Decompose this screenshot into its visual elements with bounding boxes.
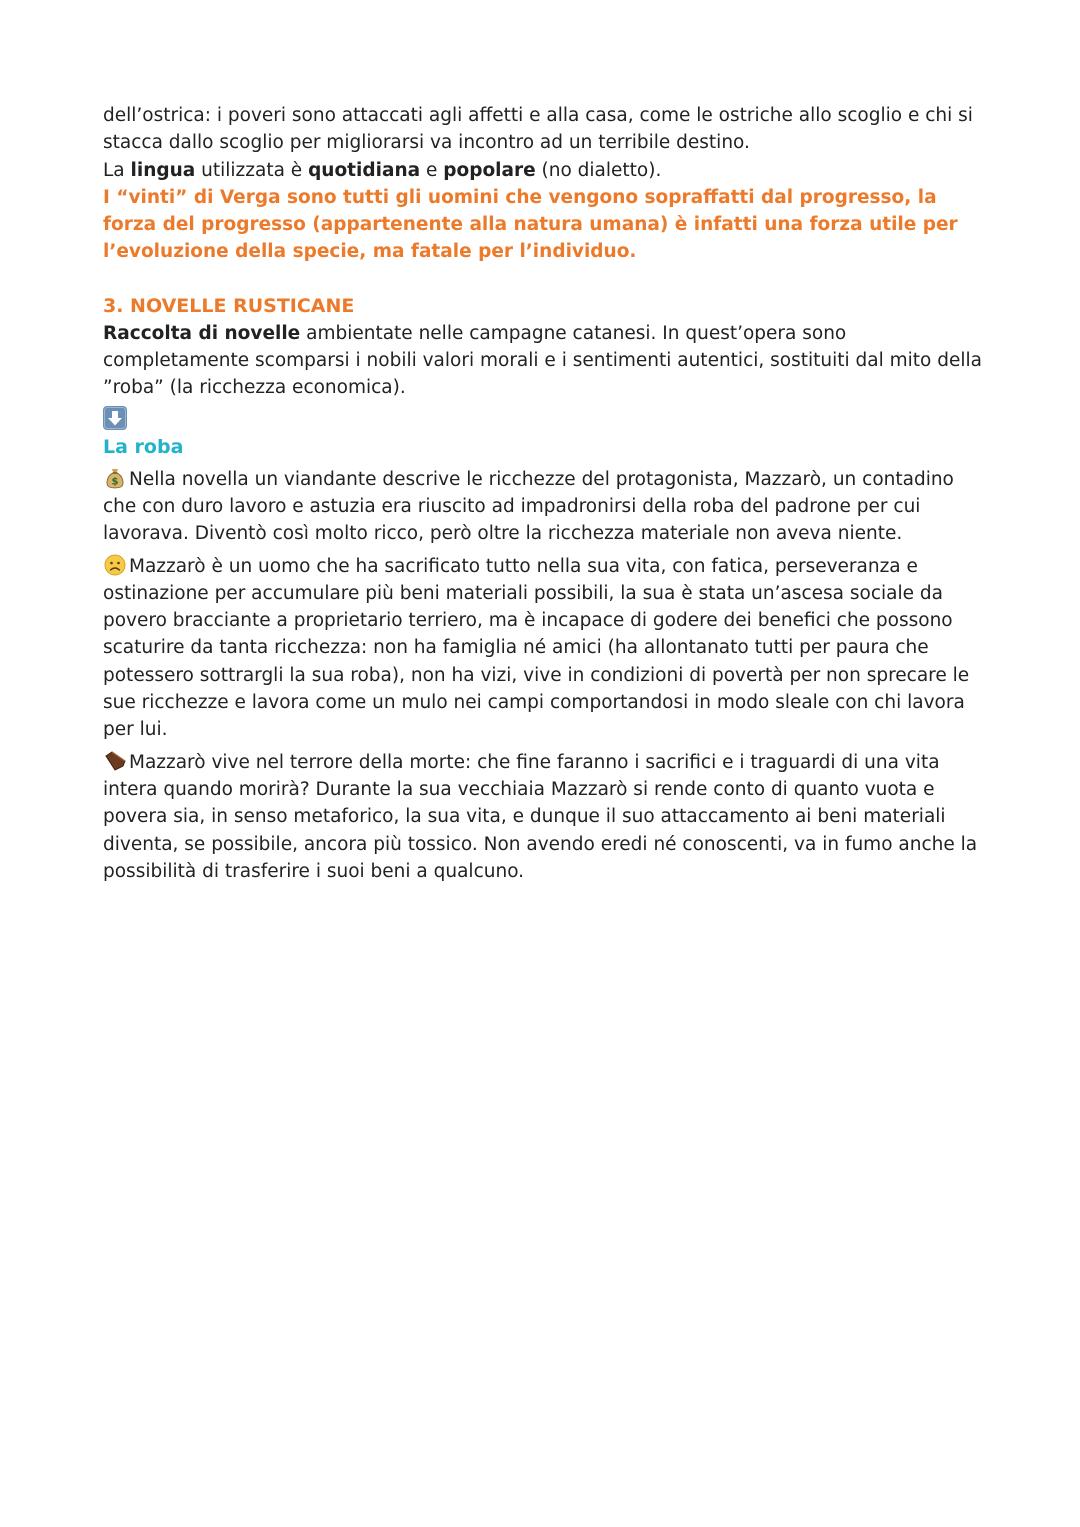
intro-line-2: stacca dallo scoglio per migliorarsi va incontro ad un terribile destino. (103, 132, 750, 154)
intro-line-1: dell’ostrica: i poveri sono attaccati agli affetti e alla casa, come le ostriche allo scoglio e chi si (103, 105, 973, 126)
section-description: Raccolta di novelle ambientate nelle campagne catanesi. In quest’opera sono completamente scomparsi i nobili valori morali e i sentimenti autentici, sostituiti dal mito della ”roba” (la ricchezza economica). (103, 322, 982, 399)
coffin-icon (103, 750, 127, 772)
down-arrow-icon (103, 406, 127, 430)
svg-text:$: $ (111, 476, 119, 488)
paragraph-mazzaro-death: Mazzarò vive nel terrore della morte: che fine faranno i sacrifici e i traguardi di una vita intera quando morirà? Durante la sua vecchiaia Mazzarò si rende conto di quanto vuota e povera sia, in senso metaforico, la sua vita, e dunque il suo attaccamento ai beni materiali diventa, se possibile, ancora più tossico. Non avendo eredi né conoscenti, va in fumo anche la possibilità di trasferire i suoi beni a qualcuno. (103, 751, 978, 882)
subheading-la-roba: La roba (103, 435, 184, 458)
paragraph-plot: $ Nella novella un viandante descrive le ricchezze del protagonista, Mazzarò, un contadino che con duro lavoro e astuzia era riuscito ad impadronirsi della roba del padrone per cui lavorava. Diventò così molto ricco, però oltre la ricchezza materiale non aveva niente. (103, 468, 954, 545)
vinti-highlight: I “vinti” di Verga sono tutti gli uomini che vengono sopraffatti dal progresso, la forza del progresso (appartenente alla natura umana) è infatti una forza utile per l’evoluzione della specie, ma fatale per l’individuo. (103, 186, 958, 263)
money-bag-icon (103, 467, 127, 489)
lingua-sentence: La lingua utilizzata è quotidiana e popolare (no dialetto). (103, 159, 662, 181)
document-page (103, 102, 983, 885)
section-heading: 3. NOVELLE RUSTICANE (103, 294, 355, 317)
paragraph-mazzaro-sacrifice: Mazzarò è un uomo che ha sacrificato tutto nella sua vita, con fatica, perseveranza e ostinazione per accumulare più beni materiali possibili, la sua è stata un’ascesa sociale da povero bracciante a proprietario terriero, ma è incapace di godere dei benefici che possono scaturire da tanta ricchezza: non ha famiglia né amici (ha allontanato tutti per paura che potessero sottrargli la sua roba), non ha vizi, vive in condizioni di povertà per non sprecare le sue ricchezze e lavora come un mulo nei campi comportandosi in modo sleale con chi lavora per lui. (103, 555, 970, 741)
sad-face-icon (103, 554, 127, 576)
